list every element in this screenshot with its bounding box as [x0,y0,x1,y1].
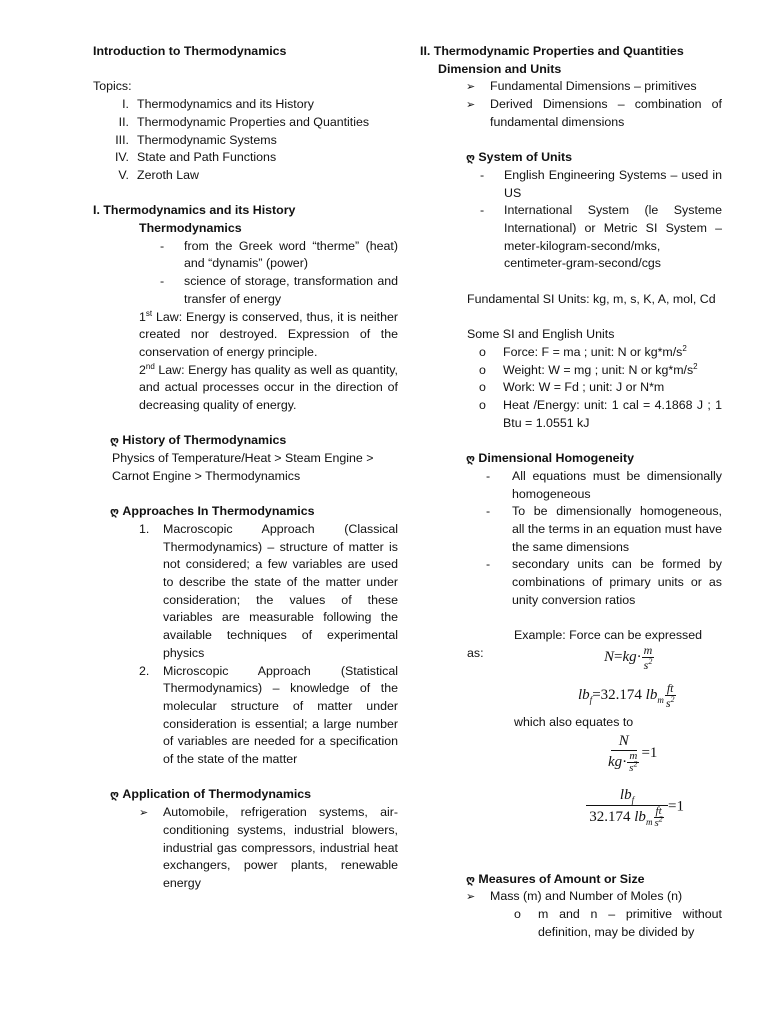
equation-force-english: $lb_f=32.174$ $lb_m$ $\frac{ft}{s^2}$ [578,680,675,710]
list-item: III. Thermodynamic Systems [115,132,277,147]
list-item: - English Engineering Systems – used in US [480,167,722,200]
subheading: Dimension and Units [438,61,562,76]
topics-label: Topics: [93,79,132,94]
list-item: ➢ Derived Dimensions – combination of fundamental dimensions [420,96,722,131]
section-heading: I. Thermodynamics and its History [93,203,296,218]
arrow-bullet-icon: ➢ [139,806,149,820]
equation-unity-si: N kg· $\frac{m}{s^2}$ =1 [608,732,658,774]
heading-icon: ღ [466,151,475,165]
list-item: ➢ Mass (m) and Number of Moles (n) [420,888,722,906]
left-column [93,43,398,893]
heading-icon: ღ [110,434,119,448]
list-item: - To be dimensionally homogeneous, all the terms in an equation must have the same dimensions [486,504,722,554]
units-heading: ღ System of Units [466,150,573,165]
list-item: o Work: W = Fd ; unit: J or N*m [479,380,665,395]
list-item: o Force: F = ma ; unit: N or $kg*m/s^2$ [479,343,687,359]
subheading: Thermodynamics [139,221,242,235]
heading-icon: ღ [466,872,475,886]
equates-text: which also equates to [514,714,634,729]
list-item: 1. Macroscopic Approach (Classical Thermodynamics) – structure of matter is not considered; a few variables are used to describe the state of the matter under consideration; the values of these variables are measurable following the available techniques of experimental physics [139,521,398,660]
section-heading: II. Thermodynamic Properties and Quantities [420,44,684,58]
application-heading: ღ Application of Thermodynamics [110,787,312,802]
topics-list [93,96,398,185]
history-heading: ღ History of Thermodynamics [110,433,287,448]
equations-block-2 [420,786,722,873]
list-item: V. Zeroth Law [118,167,199,182]
second-law: 2nd Law: Energy has quality as well as quantity, and actual processes occur in the direction of decreasing quality of energy. [139,361,398,413]
heading-icon: ღ [466,452,475,466]
right-column [420,43,722,941]
list-item: II. Thermodynamic Properties and Quantities [118,114,370,129]
example-text: Example: Force can be expressed [514,628,703,643]
first-law: 1st Law: Energy is conserved, thus, it is neither created nor destroyed. Expression of the conservation of energy principle. [139,308,398,359]
list-item: o Heat /Energy: unit: 1 cal = 4.1868 J ; 1 Btu = 1.0551 kJ [479,398,722,430]
list-item: ➢ Automobile, refrigeration systems, air-conditioning systems, industrial blowers, industrial gas compressors, industrial heat exchangers, power plants, renewable energy [93,804,398,893]
page-title: Introduction to Thermodynamics [93,44,287,58]
list-item: o m and n – primitive without definition, may be divided by [514,906,722,939]
homogeneity-heading: ღ Dimensional Homogeneity [466,451,635,466]
list-item: IV. State and Path Functions [114,150,277,165]
some-units-heading: Some SI and English Units [467,327,615,342]
equation-unity-english: $lb_f$ 32.174 $lb_m$ $\frac{ft}{s^2}$ =1 [586,785,684,829]
list-item: - science of storage, transformation and transfer of energy [160,274,398,306]
list-item: - All equations must be dimensionally homogeneous [486,468,722,501]
list-item: ➢ Fundamental Dimensions – primitives [420,78,722,96]
arrow-bullet-icon: ➢ [466,890,476,904]
example-cont: as: [467,645,484,660]
fundamental-si-units: Fundamental SI Units: kg, m, s, K, A, mol, Cd [467,291,716,306]
list-item: 2. Microscopic Approach (Statistical Thermodynamics) – knowledge of the molecular structure of matter under consideration is essential; a large number of variables are needed for a specification of the state of the matter [139,663,398,767]
list-item: - secondary units can be formed by combinations of primary units or as unity conversion ratios [486,557,722,607]
list-item: I. Thermodynamics and its History [122,97,314,112]
arrow-bullet-icon: ➢ [466,80,476,94]
approaches-heading: ღ Approaches In Thermodynamics [110,504,315,519]
equation-force-si: N=kg· $\frac{m}{s^2}$ [604,642,653,672]
measures-heading: ღ Measures of Amount or Size [466,871,645,886]
list-item: - International System (le Systeme International) or Metric SI System – meter-kilogram-second/mks, centimeter-gram-second/cgs [480,203,722,271]
history-text: Physics of Temperature/Heat > Steam Engine > Carnot Engine > Thermodynamics [112,451,374,483]
arrow-bullet-icon: ➢ [466,98,476,112]
heading-icon: ღ [110,505,119,519]
list-item: o Weight: W = mg ; unit: N or $kg*m/s^2$ [479,361,698,377]
list-item: - from the Greek word “therme” (heat) and “dynamis” (power) [160,238,398,271]
heading-icon: ღ [110,788,119,802]
